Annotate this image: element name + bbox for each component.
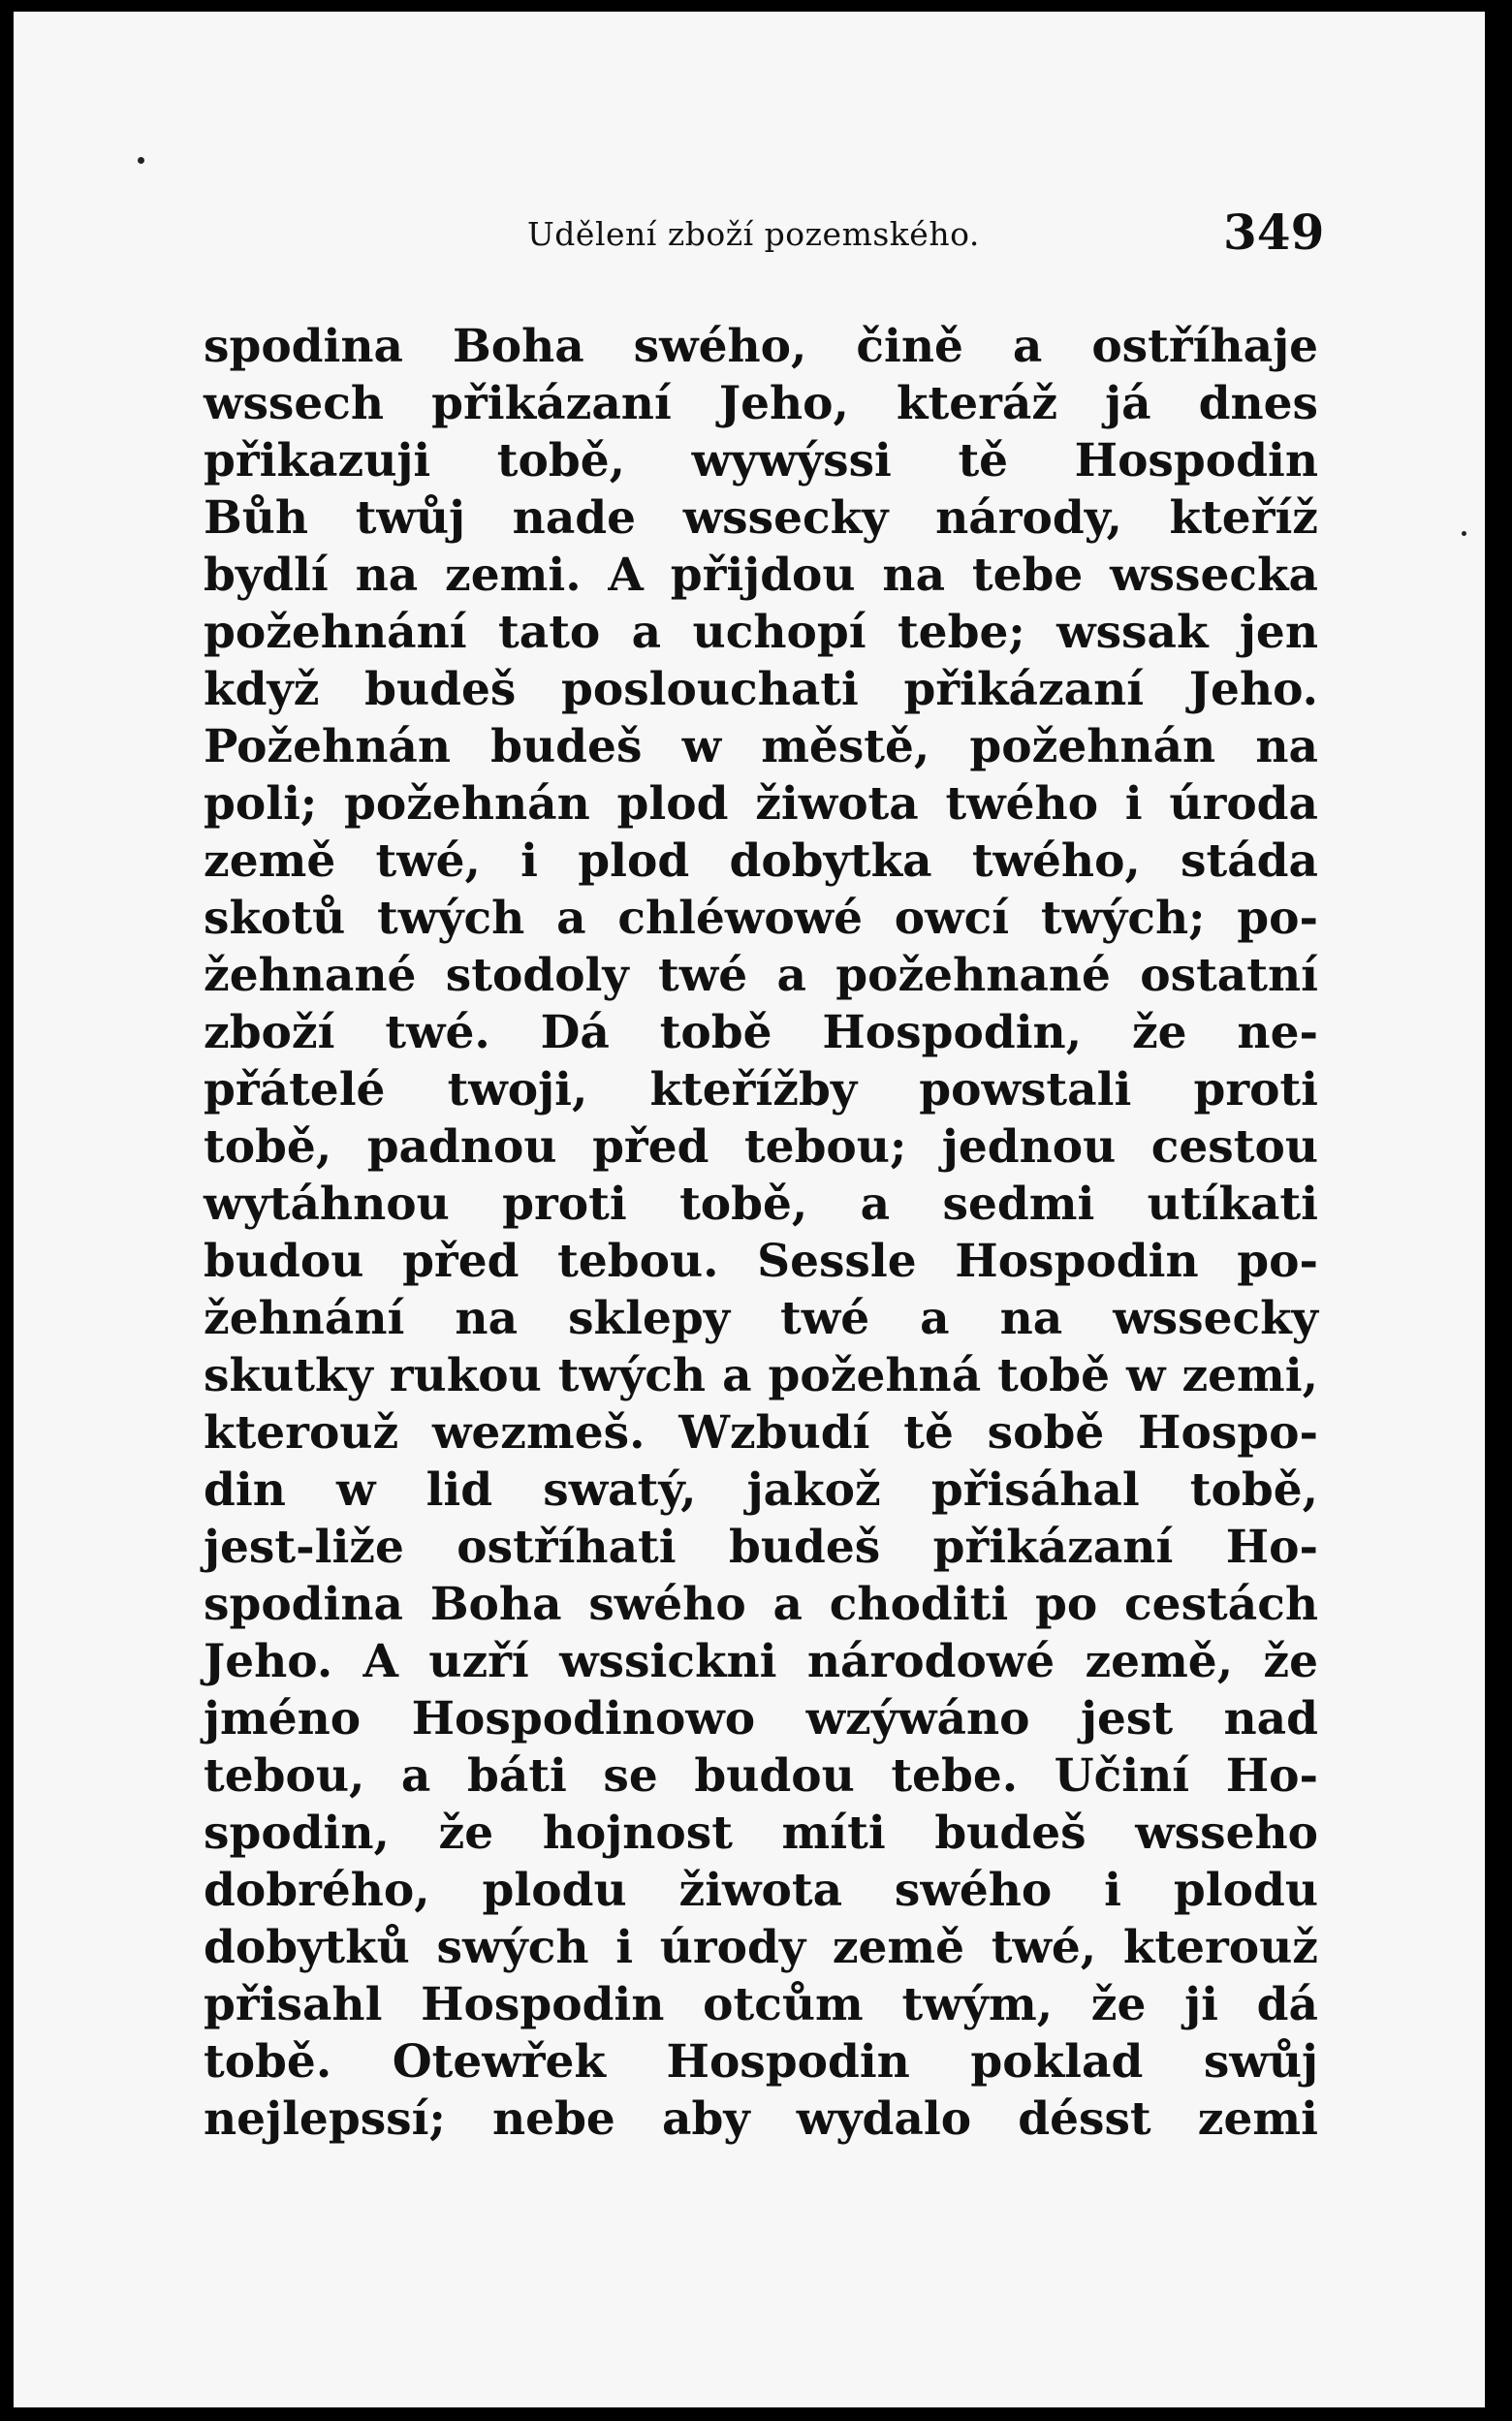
text-line: jméno Hospodinowo wzýwáno jest nad [204, 1692, 1318, 1745]
ink-speck [138, 157, 144, 164]
text-line: přisahl Hospodin otcům twým, že ji dá [204, 1978, 1318, 2031]
text-line: bydlí na zemi. A přijdou na tebe wssecka [204, 549, 1318, 602]
text-line: wytáhnou proti tobě, a sedmi utíkati [204, 1178, 1318, 1231]
book-page [14, 12, 1485, 2407]
text-line: požehnání tato a uchopí tebe; wssak jen [204, 606, 1318, 659]
text-line: žehnané stodoly twé a požehnané ostatní [204, 949, 1318, 1002]
text-line: když budeš poslouchati přikázaní Jeho. [204, 663, 1318, 716]
text-line: poli; požehnán plod žiwota twého i úroda [204, 777, 1318, 831]
text-line: tobě, padnou před tebou; jednou cestou [204, 1120, 1318, 1174]
page-number: 349 [1223, 204, 1325, 261]
text-line: spodin, že hojnost míti budeš wsseho [204, 1807, 1318, 1860]
page-header [14, 204, 1485, 271]
ink-speck [1462, 531, 1466, 536]
text-line: přikazuji tobě, wywýssi tě Hospodin [204, 434, 1318, 487]
text-line: Bůh twůj nade wssecky národy, kteříž [204, 491, 1318, 545]
text-line: wssech přikázaní Jeho, kteráž já dnes [204, 377, 1318, 430]
text-line: žehnání na sklepy twé a na wssecky [204, 1292, 1318, 1345]
text-line: skutky rukou twých a požehná tobě w zemi, [204, 1349, 1318, 1402]
text-line: jest-liže ostříhati budeš přikázaní Ho- [204, 1521, 1318, 1574]
text-line: nejlepssí; nebe aby wydalo désst zemi [204, 2092, 1318, 2146]
text-line: dobrého, plodu žiwota swého i plodu [204, 1864, 1318, 1917]
text-line: země twé, i plod dobytka twého, stáda [204, 834, 1318, 888]
text-line: tobě. Otewřek Hospodin poklad swůj [204, 2035, 1318, 2089]
text-line: spodina Boha swého a choditi po cestách [204, 1578, 1318, 1631]
text-line: kterouž wezmeš. Wzbudí tě sobě Hospo- [204, 1406, 1318, 1460]
text-line: zboží twé. Dá tobě Hospodin, že ne- [204, 1006, 1318, 1059]
text-line: Jeho. A uzří wssickni národowé země, že [204, 1635, 1318, 1688]
text-line: skotů twých a chléwowé owcí twých; po- [204, 892, 1318, 945]
text-line: budou před tebou. Sessle Hospodin po- [204, 1235, 1318, 1288]
text-line: dobytků swých i úrody země twé, kterouž [204, 1921, 1318, 1974]
text-line: tebou, a báti se budou tebe. Učiní Ho- [204, 1749, 1318, 1803]
text-line: Požehnán budeš w městě, požehnán na [204, 720, 1318, 773]
text-line: spodina Boha swého, čině a ostříhaje [204, 320, 1318, 373]
running-title: Udělení zboží pozemského. [527, 215, 980, 253]
body-text [204, 318, 1318, 2148]
text-line: din w lid swatý, jakož přisáhal tobě, [204, 1463, 1318, 1517]
text-line: přátelé twoji, kteřížby powstali proti [204, 1063, 1318, 1116]
